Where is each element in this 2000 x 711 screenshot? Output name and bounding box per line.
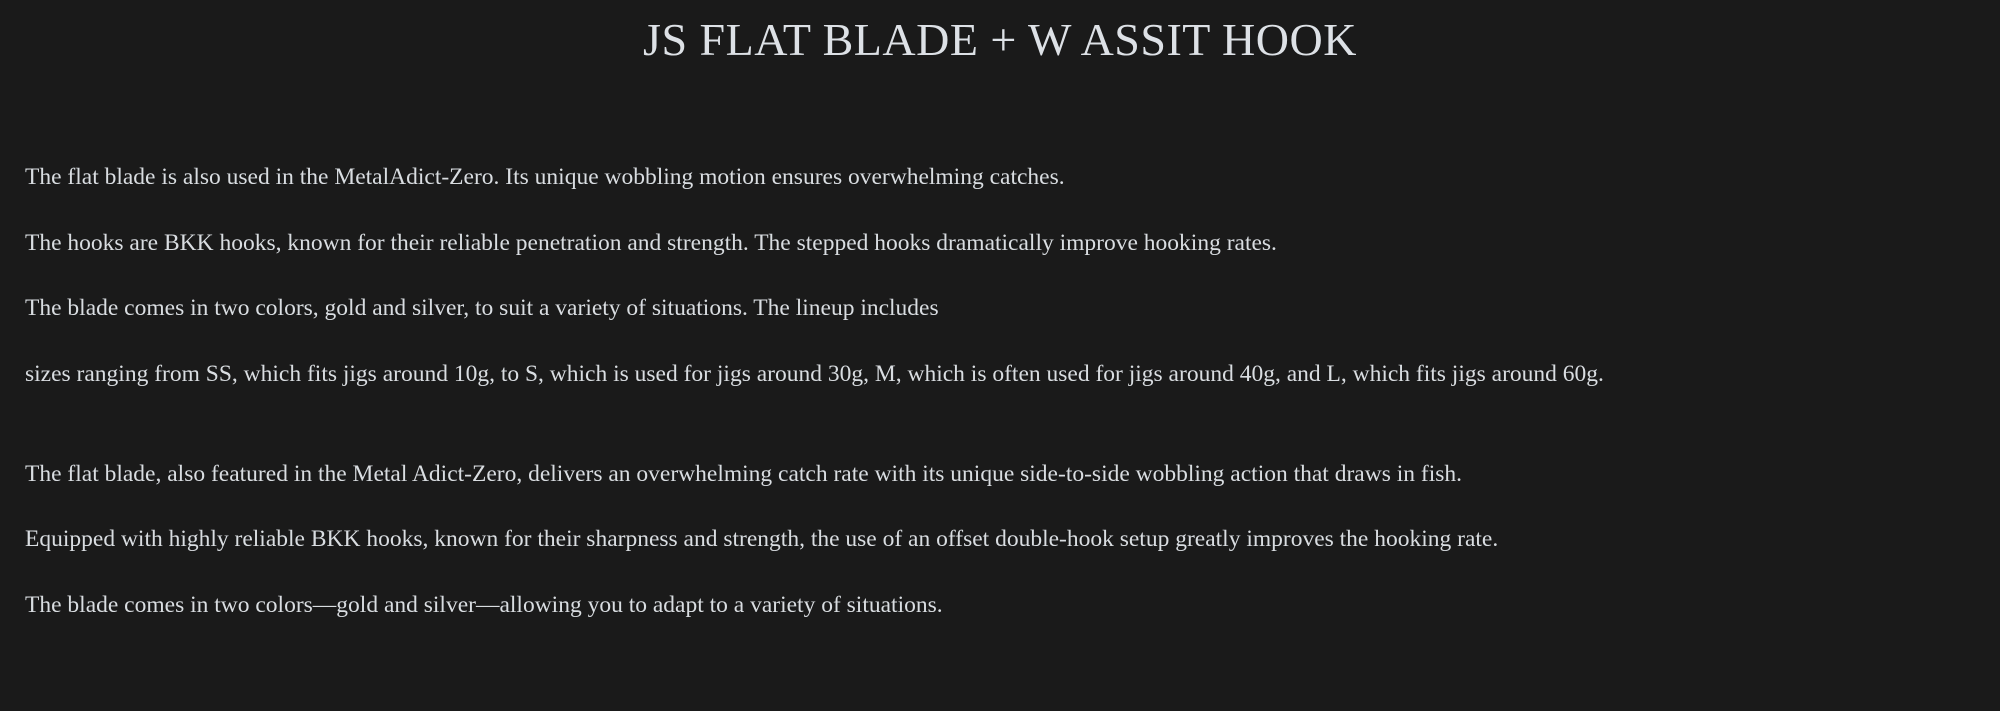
paragraph: The flat blade is also used in the MetalAdict-Zero. Its unique wobbling motion ensures overwhelming catches. — [25, 163, 1065, 190]
section-second — [25, 459, 1975, 622]
document-body — [0, 162, 2000, 622]
section-spacer — [25, 391, 1975, 425]
blank-line — [25, 425, 1975, 459]
paragraph: The hooks are BKK hooks, known for their reliable penetration and strength. The stepped hooks dramatically improve hooking rates. — [25, 229, 1277, 256]
paragraph: sizes ranging from SS, which fits jigs around 10g, to S, which is used for jigs around 30g, M, which is often used for jigs around 40g, and L, which fits jigs around 60g. — [25, 360, 1604, 387]
page-title: JS FLAT BLADE + W ASSIT HOOK — [643, 14, 1357, 65]
title-spacer — [0, 70, 2000, 162]
paragraph: The blade comes in two colors, gold and silver, to suit a variety of situations. The lineup includes — [25, 295, 939, 322]
paragraph: Equipped with highly reliable BKK hooks, known for their sharpness and strength, the use of an offset double-hook setup greatly improves the hooking rate. — [25, 526, 1499, 553]
section-first — [25, 162, 1975, 391]
paragraph: The blade comes in two colors—gold and silver—allowing you to adapt to a variety of situations. — [25, 592, 943, 619]
paragraph: The flat blade, also featured in the Metal Adict-Zero, delivers an overwhelming catch rate with its unique side-to-side wobbling action that draws in fish. — [25, 460, 1462, 487]
